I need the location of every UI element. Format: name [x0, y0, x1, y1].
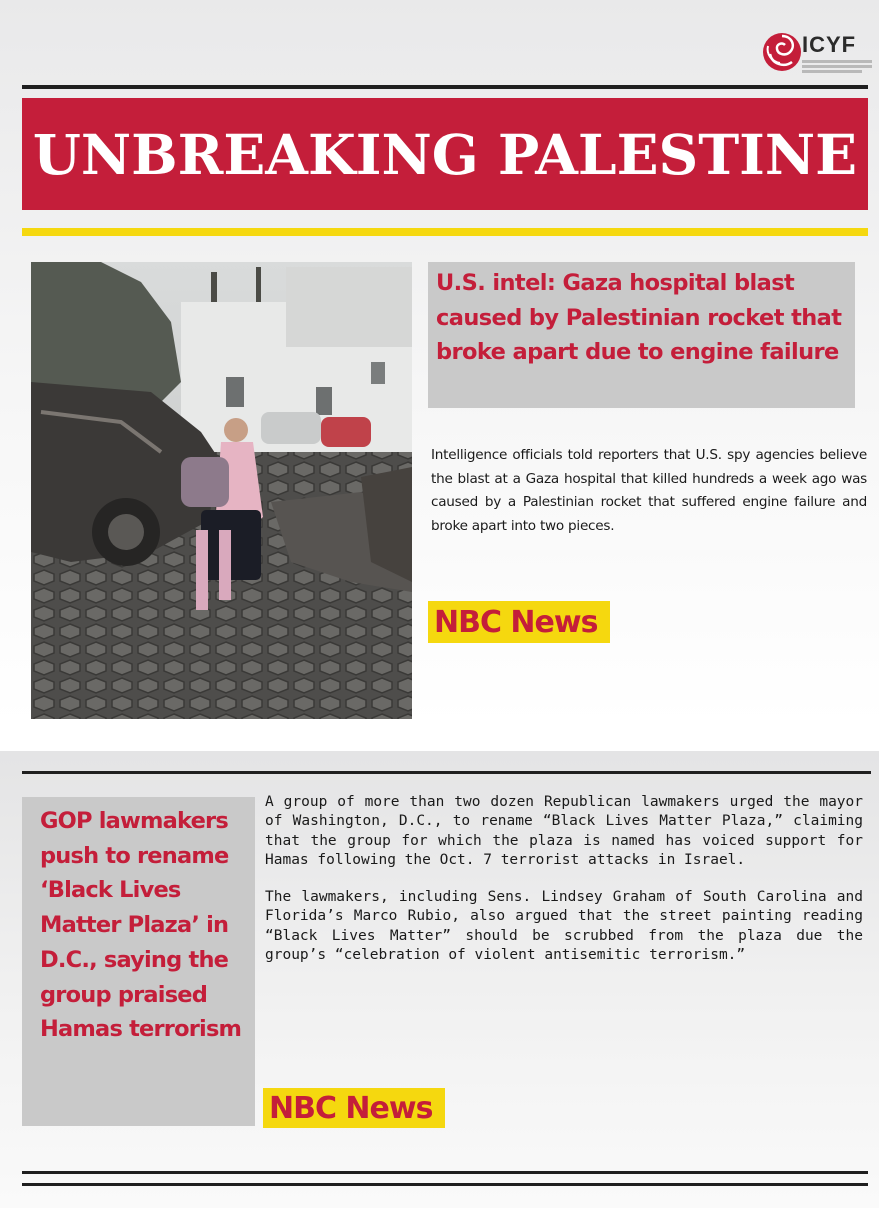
story2-headline-box [22, 797, 255, 1126]
story1-headline: U.S. intel: Gaza hospital blast caused by Palestinian rocket that broke apart due to engine failure [436, 270, 842, 365]
top-rule [22, 85, 868, 89]
logo-wordmark: ICYF [802, 32, 857, 57]
bottom-rule [22, 1183, 868, 1186]
story2-source-label: NBC News [263, 1088, 445, 1128]
story1-body: Intelligence officials told reporters that U.S. spy agencies believe the blast at a Gaza hospital that killed hundreds a week ago was caused by a Palestinian rocket that suffered engine failure and broke apart into two pieces. [431, 447, 867, 534]
story1-headline-box [428, 262, 855, 408]
logo-subtitle-line [802, 60, 872, 63]
rose-emblem-icon [762, 30, 802, 76]
mid-rule [22, 771, 871, 774]
yellow-rule [22, 228, 868, 236]
bottom-rule [22, 1171, 868, 1174]
masthead-banner [22, 98, 868, 210]
logo-subtitle-line [802, 65, 872, 68]
story2-paragraph: The lawmakers, including Sens. Lindsey Graham of South Carolina and Florida’s Marco Rubio, also argued that the street painting reading “Black Lives Matter” should be scrubbed from the plaza due the group’s “celebration of violent antisemitic terrorism.” [265, 889, 863, 964]
icyf-logo [762, 30, 872, 76]
story2-paragraph: A group of more than two dozen Republican lawmakers urged the mayor of Washington, D.C., to rename “Black Lives Matter Plaza,” claiming that the group for which the plaza is named has voiced support for Hamas following the Oct. 7 terrorist attacks in Israel. [265, 794, 863, 868]
logo-subtitle-line [802, 70, 862, 73]
story1-photo [31, 262, 412, 719]
masthead-title: UNBREAKING PALESTINE [32, 121, 858, 187]
story2-headline: GOP lawmakers push to rename ‘Black Lives Matter Plaza’ in D.C., saying the group praised Hamas terrorism [40, 808, 242, 1043]
story1-source-label: NBC News [428, 601, 610, 643]
story2-body [265, 793, 863, 965]
hospital-blast-photo-icon [31, 262, 412, 719]
